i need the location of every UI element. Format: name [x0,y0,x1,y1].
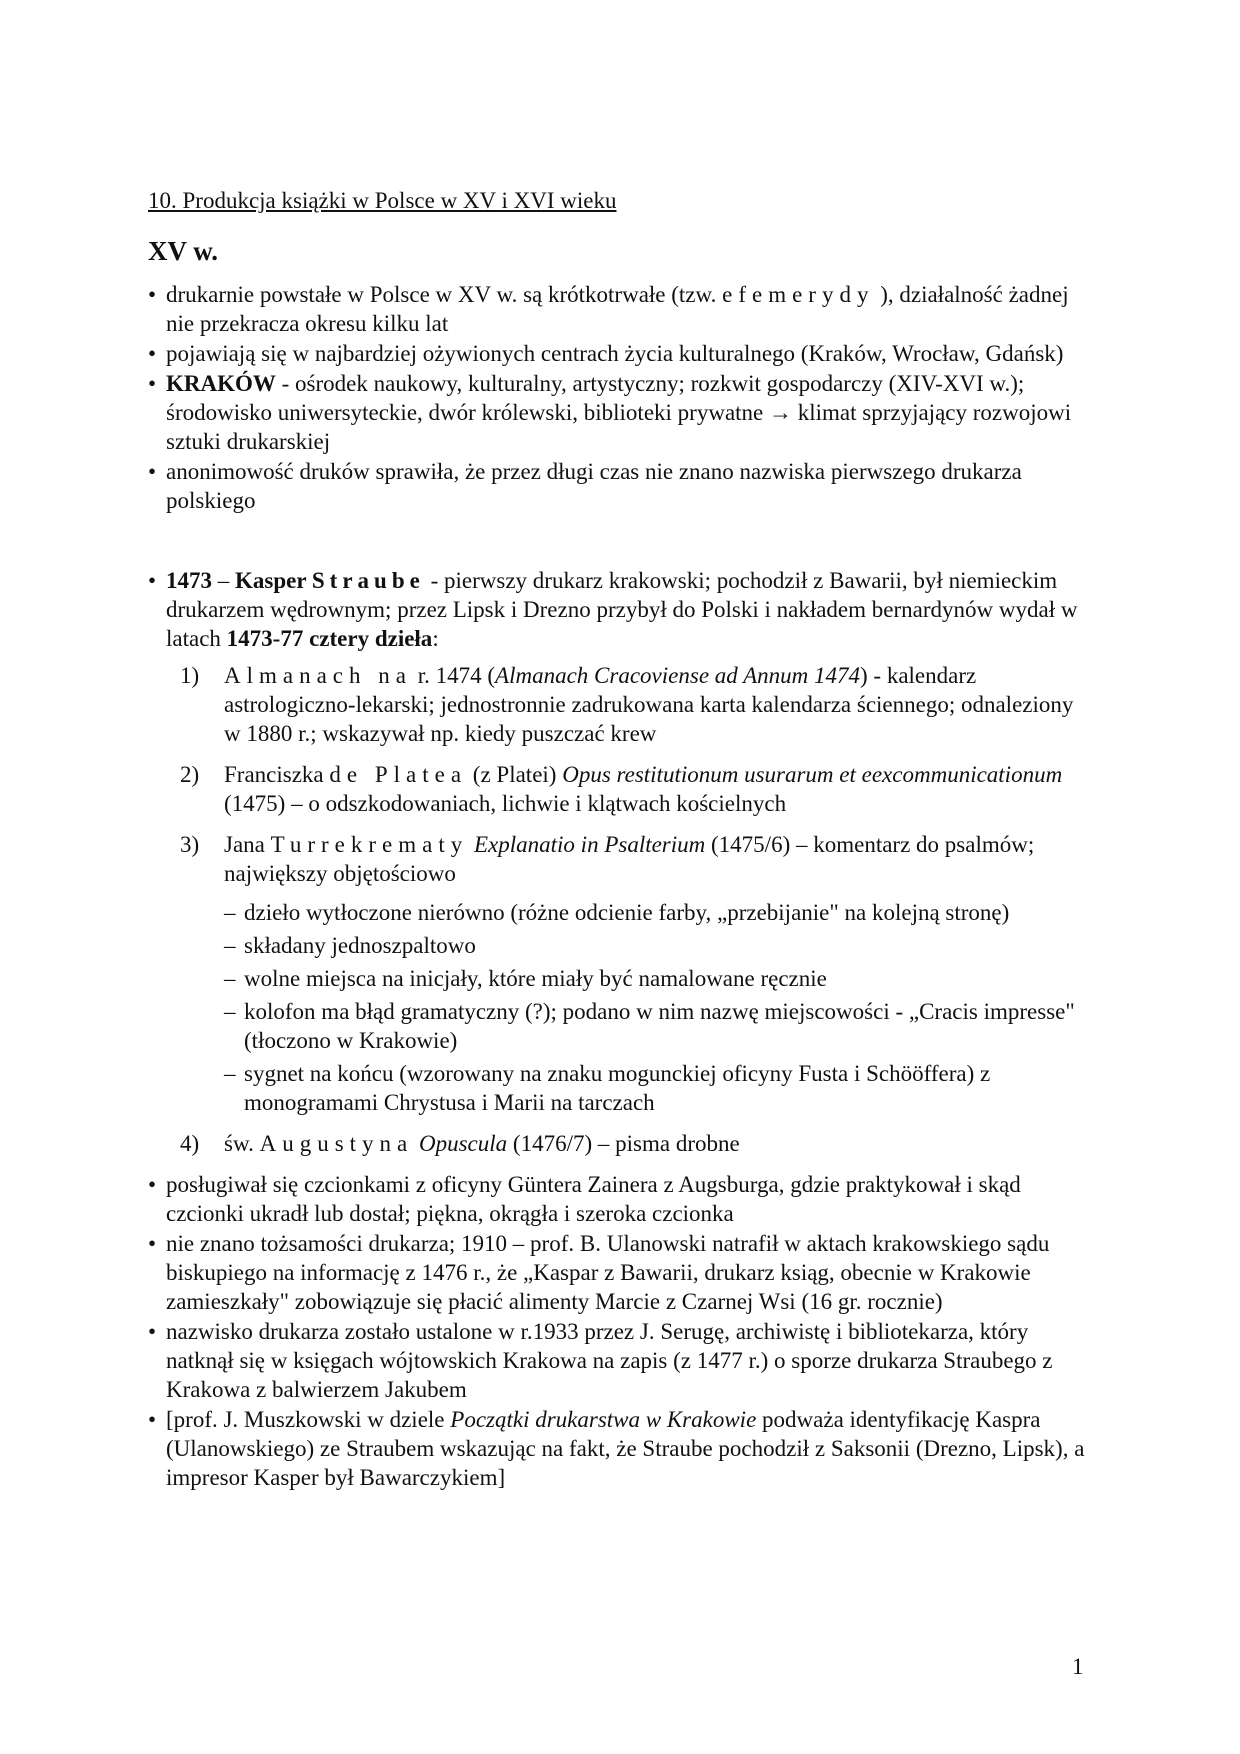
list-item: • pojawiają się w najbardziej ożywionych centrach życia kulturalnego (Kraków, Wrocław, Gdańsk) [148,339,1088,368]
document-title: 10. Produkcja książki w Polsce w XV i XVI wieku [148,188,617,213]
list-item: • 1473 – Kasper Straube - pierwszy drukarz krakowski; pochodził z Bawarii, był niemieckim drukarzem wędrownym; przez Lipsk i Drezno przybył do Polski i nakładem bernardynów wydał w latach 1473-77 cztery dzieła: 1) Almanach na r. 1474 (Almanach Cracoviense ad Annum 1474) - kalendarz astrologiczno-lekarski; jednostronnie zadrukowana karta kalendarza ściennego; odnaleziony w 1880 r.; wskazywał np. kiedy puszczać krew 2) Franciszka de Platea (z Platei) Opus restitutionum usurarum et eexcommunicationum (1475) – o odszkodowaniach, lichwie i klątwach kościelnych 3) Jana Turrekrematy Explanatio in Psalterium (1475/6) – komentarz do psalmów; największy objętościowo – dzieło wytłoczone nierówno (różne odcienie farby, „przebijanie" na kolejną stronę) – składany jednoszpaltowo – wolne miejsca na inicjały, które miały być namalowane ręcznie – kolofon ma błąd gramatyczny (?); podano w nim nazwę miejscowości - „Cracis impresse" (tłoczono w Krakowie) – sygnet na końcu (wzorowany na znaku mogunckiej oficyny Fusta i Schööffera) z monogramami Chrystusa i Marii na tarczach 4) św. Augustyna Opuscula (1476/7) – pisma drobne [148,566,1088,1158]
work-item: 1) Almanach na r. 1474 (Almanach Cracoviense ad Annum 1474) - kalendarz astrologiczno-lekarski; jednostronnie zadrukowana karta kalendarza ściennego; odnaleziony w 1880 r.; wskazywał np. kiedy puszczać krew [180,663,1074,746]
list-item: • KRAKÓW - ośrodek naukowy, kulturalny, artystyczny; rozkwit gospodarczy (XIV-XVI w.); środowisko uniwersyteckie, dwór królewski, biblioteki prywatne → klimat sprzyjający rozwojowi sztuki drukarskiej [148,369,1088,456]
list-item: • posługiwał się czcionkami z oficyny Güntera Zainera z Augsburga, gdzie praktykował i skąd czcionki ukradł lub dostał; piękna, okrągła i szeroka czcionka [148,1170,1088,1228]
section-heading: XV w. [148,236,219,266]
spacer [148,516,1088,566]
detail-item: – dzieło wytłoczone nierówno (różne odcienie farby, „przebijanie" na kolejną stronę) [224,898,1088,927]
bullet-list-2 [148,566,1088,1492]
detail-item: – sygnet na końcu (wzorowany na znaku mogunckiej oficyny Fusta i Schööffera) z monogramami Chrystusa i Marii na tarczach [224,1059,1088,1117]
list-item: • anonimowość druków sprawiła, że przez długi czas nie znano nazwiska pierwszego drukarza polskiego [148,457,1088,515]
works-list [166,661,1088,1158]
detail-item: – kolofon ma błąd gramatyczny (?); podano w nim nazwę miejscowości - „Cracis impresse" (tłoczono w Krakowie) [224,997,1088,1055]
list-item: • drukarnie powstałe w Polsce w XV w. są krótkotrwałe (tzw. efemerydy ), działalność żadnej nie przekracza okresu kilku lat [148,280,1088,338]
list-item: • [prof. J. Muszkowski w dziele Początki drukarstwa w Krakowie podważa identyfikację Kaspra (Ulanowskiego) ze Straubem wskazując na fakt, że Straube pochodził z Saksonii (Drezno, Lipsk), a impresor Kasper był Bawarczykiem] [148,1405,1088,1492]
detail-item: – składany jednoszpaltowo [224,931,1088,960]
work-item: 3) Jana Turrekrematy Explanatio in Psalterium (1475/6) – komentarz do psalmów; największy objętościowo – dzieło wytłoczone nierówno (różne odcienie farby, „przebijanie" na kolejną stronę) – składany jednoszpaltowo – wolne miejsca na inicjały, które miały być namalowane ręcznie – kolofon ma błąd gramatyczny (?); podano w nim nazwę miejscowości - „Cracis impresse" (tłoczono w Krakowie) – sygnet na końcu (wzorowany na znaku mogunckiej oficyny Fusta i Schööffera) z monogramami Chrystusa i Marii na tarczach [166,830,1088,1117]
bullet-list-1 [148,280,1088,515]
list-item: • nazwisko drukarza zostało ustalone w r.1933 przez J. Serugę, archiwistę i bibliotekarza, który natknął się w księgach wójtowskich Krakowa na zapis (z 1477 r.) o sporze drukarza Straubego z Krakowa z balwierzem Jakubem [148,1317,1088,1404]
work-item: 4) św. Augustyna Opuscula (1476/7) – pisma drobne [180,1131,740,1156]
list-item: • nie znano tożsamości drukarza; 1910 – prof. B. Ulanowski natrafił w aktach krakowskiego sądu biskupiego na informację z 1476 r., że „Kaspar z Bawarii, drukarz ksiąg, obecnie w Krakowie zamieszkały" zobowiązuje się płacić alimenty Marcie z Czarnej Wsi (16 gr. rocznie) [148,1229,1088,1316]
detail-item: – wolne miejsca na inicjały, które miały być namalowane ręcznie [224,964,1088,993]
page-number: 1 [1072,1654,1084,1679]
document-page [148,186,1088,1493]
detail-list [224,898,1088,1117]
work-item: 2) Franciszka de Platea (z Platei) Opus restitutionum usurarum et eexcommunicationum (1475) – o odszkodowaniach, lichwie i klątwach kościelnych [180,762,1063,816]
